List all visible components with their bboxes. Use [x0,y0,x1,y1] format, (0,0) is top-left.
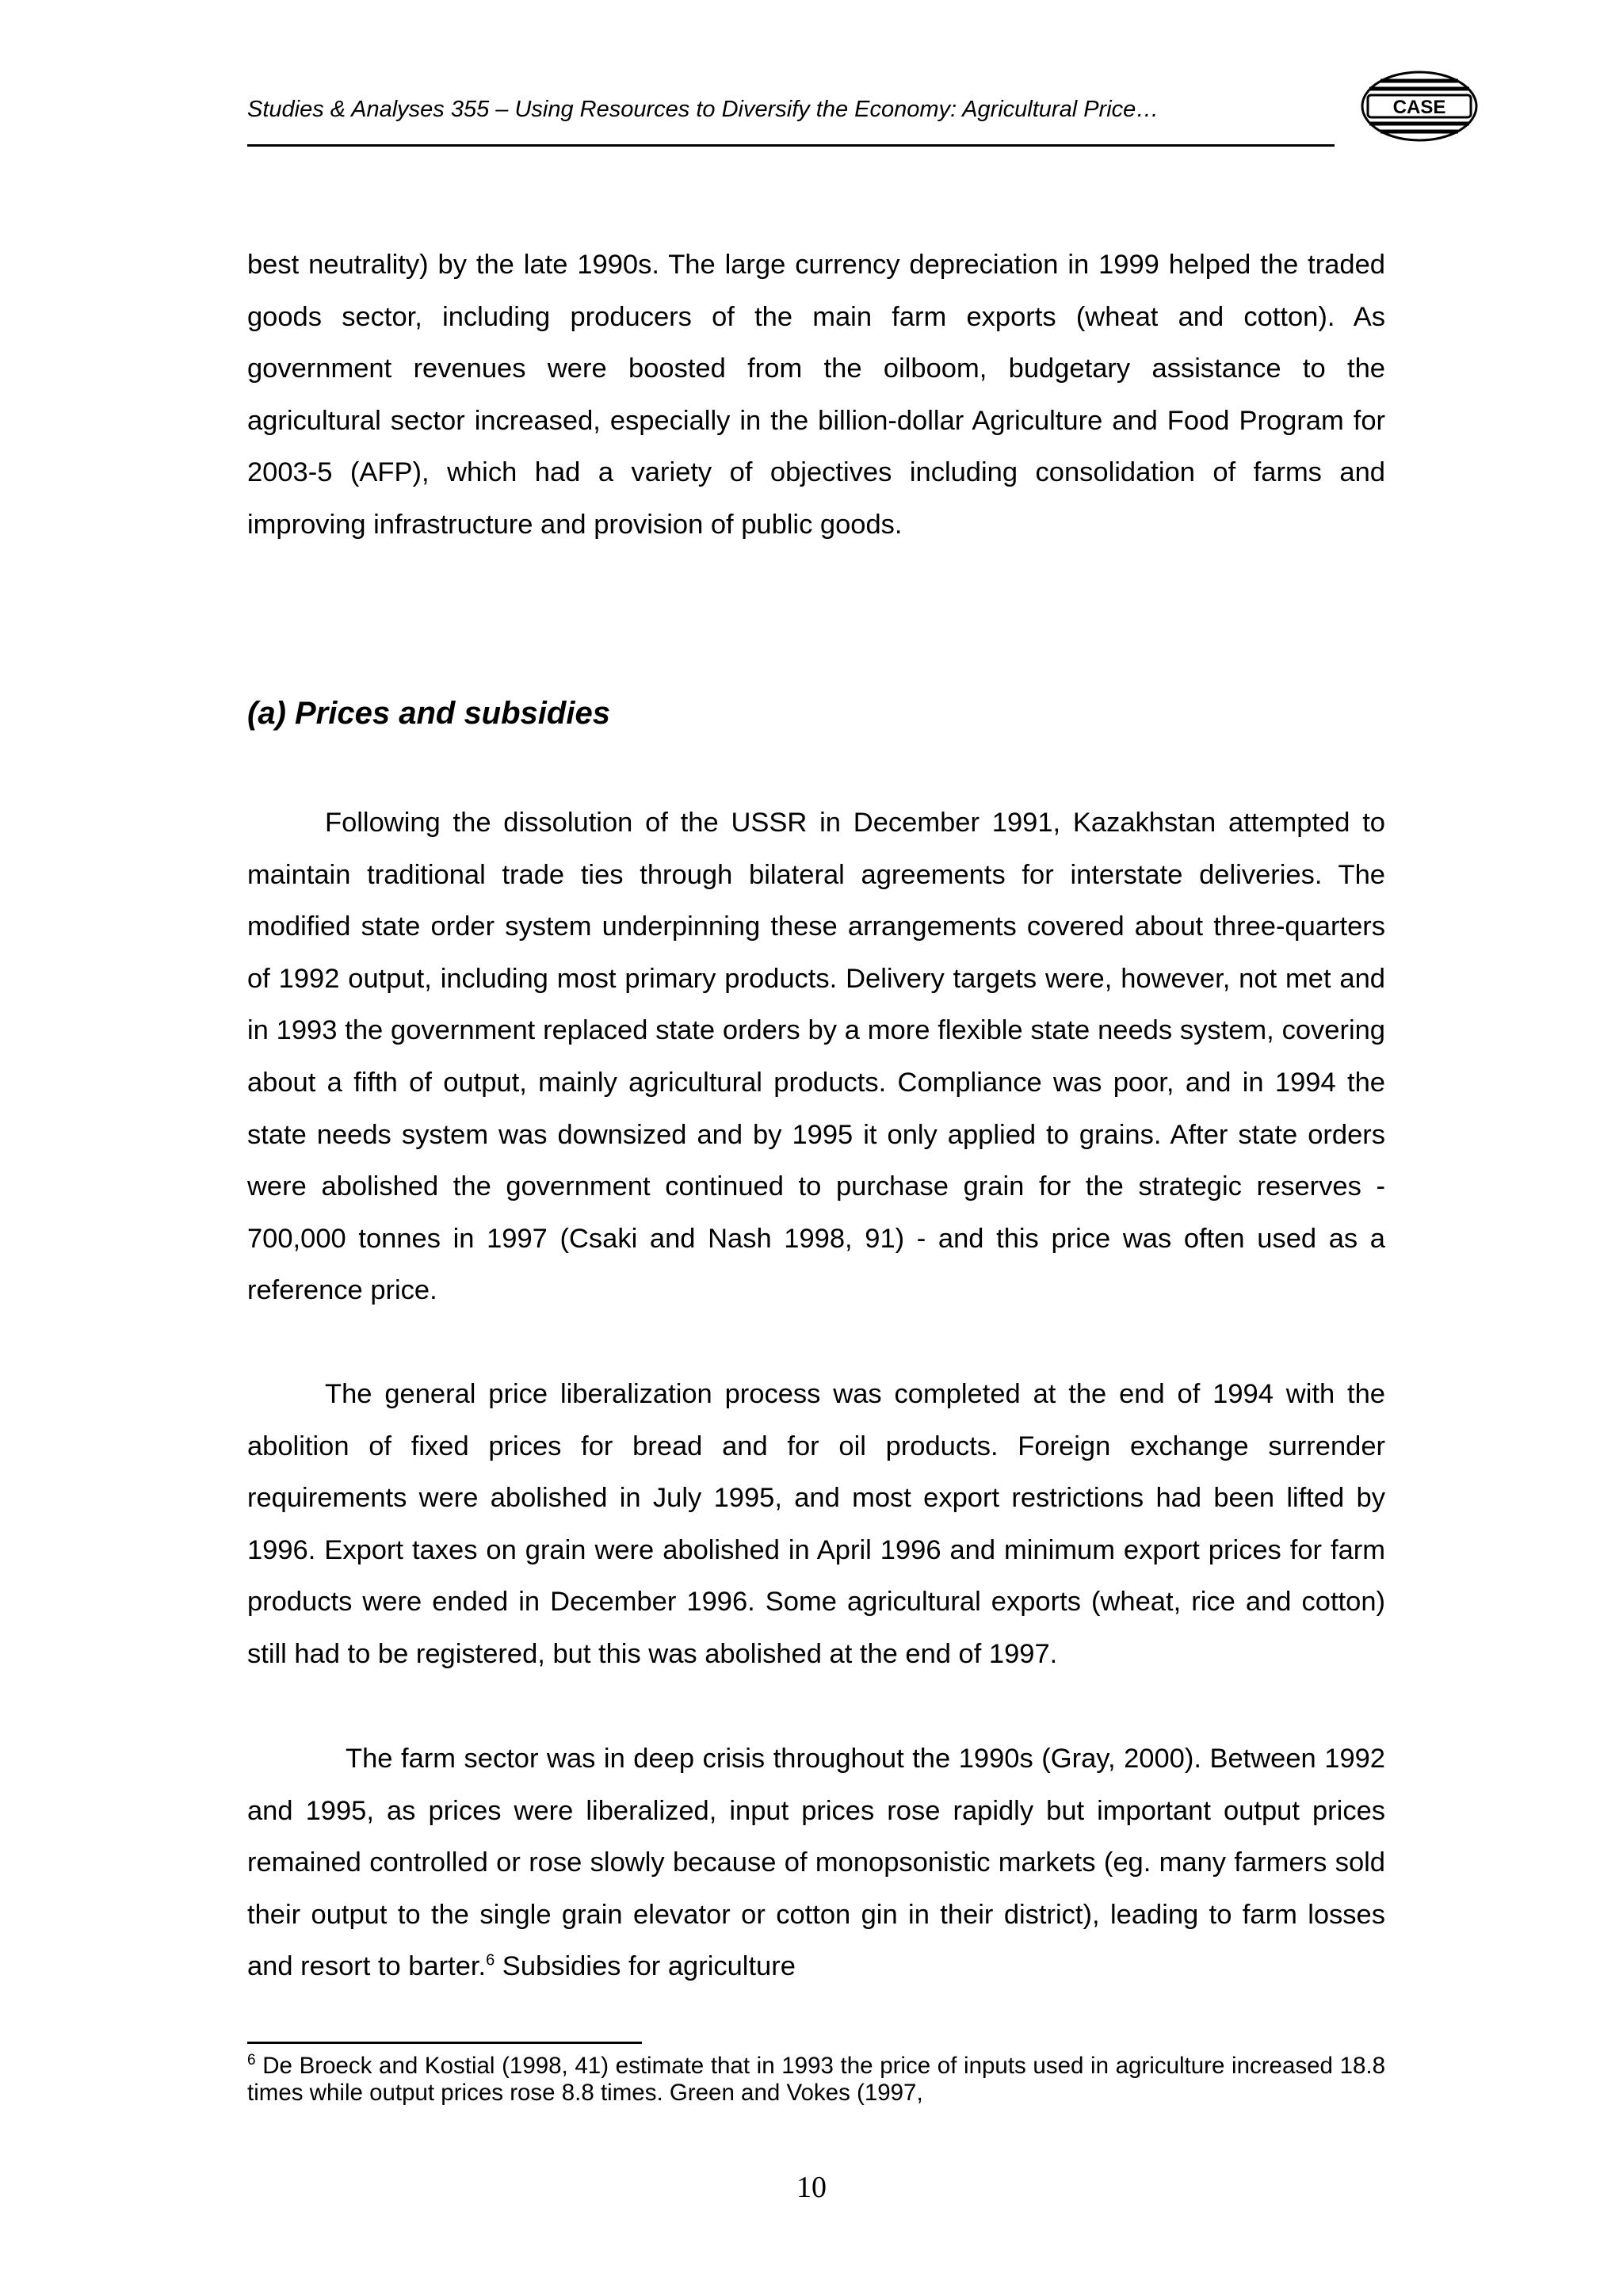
footnote-text: De Broeck and Kostial (1998, 41) estimate that in 1993 the price of inputs used in agriculture increased 18.8 times while output prices rose 8.8 times. Green and Vokes (1997, [247,2053,1385,2106]
paragraph-price-liberalization: The general price liberalization process was completed at the end of 1994 with the abolition of fixed prices for bread and for oil products. Foreign exchange surrender requirements were abolished in July 1995, and most export restrictions had been lifted by 1996. Export taxes on grain were abolished in April 1996 and minimum export prices for farm products were ended in December 1996. Some agricultural exports (wheat, rice and cotton) still had to be registered, but this was abolished at the end of 1997. [247,1379,1385,1669]
section-heading: (a) Prices and subsidies [247,696,610,731]
paragraph-ussr-dissolution: Following the dissolution of the USSR in December 1991, Kazakhstan attempted to maintain traditional trade ties through bilateral agreements for interstate deliveries. The modified state order system underpinning these arrangements covered about three-quarters of 1992 output, including most primary products. Delivery targets were, however, not met and in 1993 the government replaced state orders by a more flexible state needs system, covering about a fifth of output, mainly agricultural products. Compliance was poor, and in 1994 the state needs system was downsized and by 1995 it only applied to grains. After state orders were abolished the government continued to purchase grain for the strategic reserves - 700,000 tonnes in 1997 (Csaki and Nash 1998, 91) - and this price was often used as a reference price. [247,808,1385,1306]
case-logo-icon [1360,70,1479,143]
running-header: Studies & Analyses 355 – Using Resources to Diversify the Economy: Agricultural Price… [247,97,1159,122]
paragraph-farm-crisis-tail: Subsidies for agriculture [495,1951,796,1982]
header-rule [247,144,1335,147]
paragraph-farm-crisis-text: The farm sector was in deep crisis throughout the 1990s (Gray, 2000). Between 1992 and 1995, as prices were liberalized, input prices rose rapidly but important output prices remained controlled or rose slowly because of monopsonistic markets (eg. many farmers sold their output to the single grain elevator or cotton gin in their district), leading to farm losses and resort to barter. [247,1744,1385,1982]
paragraph-farm-crisis [247,1733,1385,1993]
paragraph-continued: best neutrality) by the late 1990s. The large currency depreciation in 1999 helped the traded goods sector, including producers of the main farm exports (wheat and cotton). As government revenues were boosted from the oilboom, budgetary assistance to the agricultural sector increased, especially in the billion-dollar Agriculture and Food Program for 2003-5 (AFP), which had a variety of objectives including consolidation of farms and improving infrastructure and provision of public goods. [247,250,1385,540]
footnote-rule [247,2042,642,2044]
footnote [247,2053,1385,2107]
footnote-marker: 6 [247,2052,256,2069]
footnote-reference[interactable]: 6 [486,1951,495,1969]
logo-text: CASE [1392,97,1446,118]
page-number: 10 [796,2171,827,2204]
case-logo [1360,70,1479,143]
